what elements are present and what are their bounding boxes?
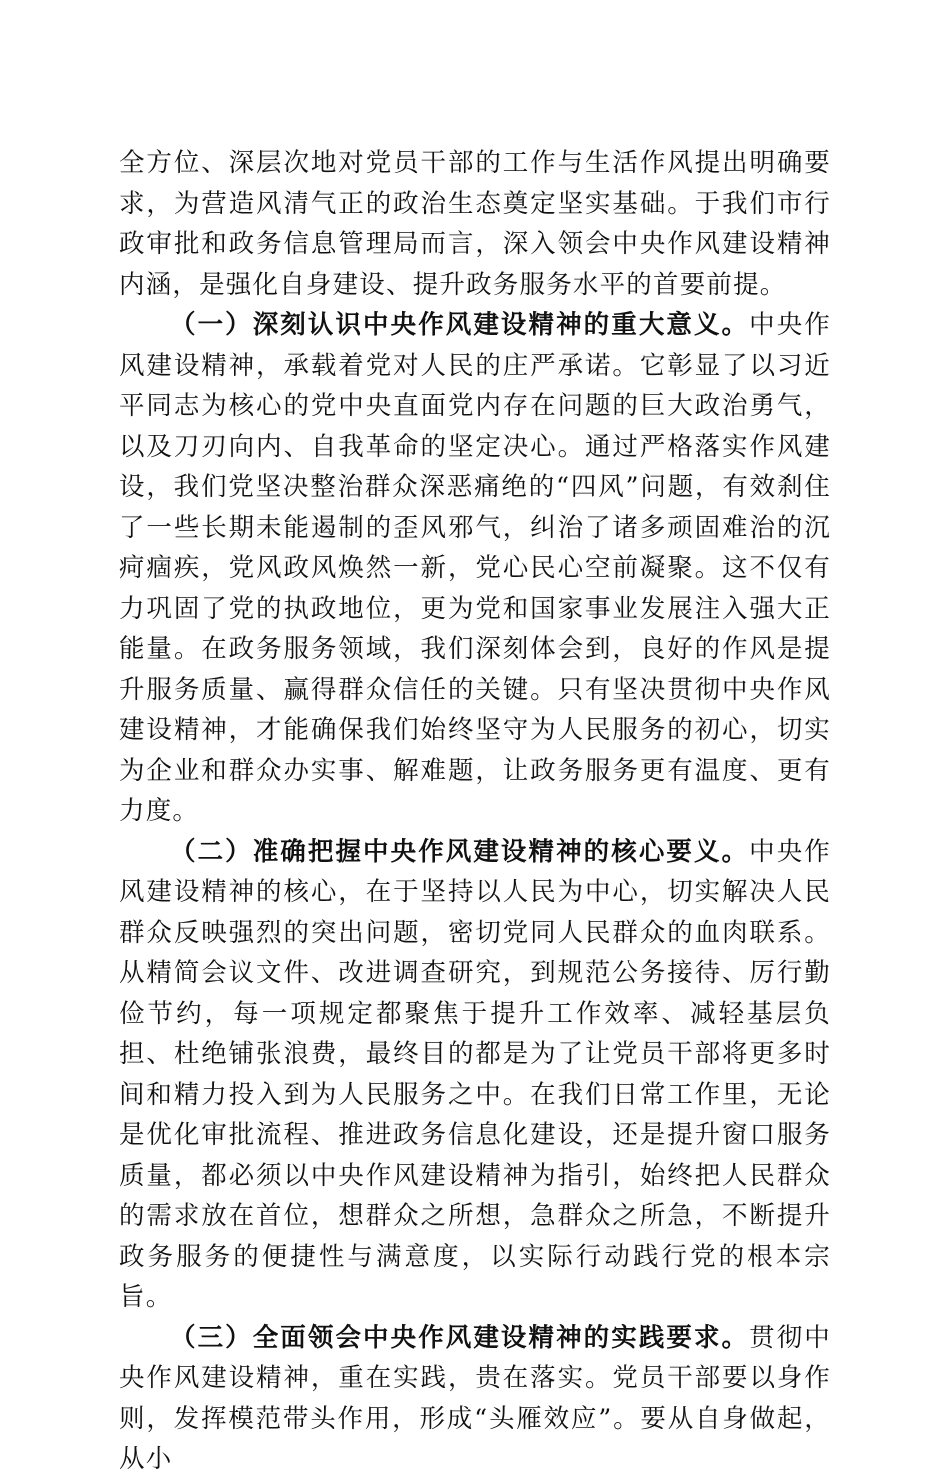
section-1-heading: （一）深刻认识中央作风建设精神的重大意义。 [170,310,750,340]
section-3-body: 贯彻中央作风建设精神，重在实践，贵在落实。党员干部要以身作则，发挥模范带头作用，形成“头雁效应”。要从自身做起，从小 [119,1322,831,1474]
section-2-heading: （二）准确把握中央作风建设精神的核心要义。 [170,836,750,867]
section-1-body: 中央作风建设精神，承载着党对人民的庄严承诺。它彰显了以习近平同志为核心的党中央直面党内存在问题的巨大政治勇气，以及刀刃向内、自我革命的坚定决心。通过严格落实作风建设，我们党坚决整治群众深恶痛绝的“四风”问题，有效刹住了一些长期未能遏制的歪风邪气，纠治了诸多顽固难治的沉疴痼疾，党风政风焕然一新，党心民心空前凝聚。这不仅有力巩固了党的执政地位，更为党和国家事业发展注入强大正能量。在政务服务领域，我们深刻体会到，良好的作风是提升服务质量、赢得群众信任的关键。只有坚决贯彻中央作风建设精神，才能确保我们始终坚守为人民服务的初心，切实为企业和群众办实事、解难题，让政务服务更有温度、更有力度。 [119,310,831,826]
paragraph-intro-text: 全方位、深层次地对党员干部的工作与生活作风提出明确要求，为营造风清气正的政治生态奠定坚实基础。于我们市行政审批和政务信息管理局而言，深入领会中央作风建设精神内涵，是强化自身建设、提升政务服务水平的首要前提。 [119,148,831,300]
paragraph-intro [119,143,831,305]
document-page [119,143,831,1480]
section-2-body: 中央作风建设精神的核心，在于坚持以人民为中心，切实解决人民群众反映强烈的突出问题，密切党同人民群众的血肉联系。从精简会议文件、改进调查研究，到规范公务接待、厉行勤俭节约，每一项规定都聚焦于提升工作效率、减轻基层负担、杜绝铺张浪费，最终目的都是为了让党员干部将更多时间和精力投入到为人民服务之中。在我们日常工作里，无论是优化审批流程、推进政务信息化建设，还是提升窗口服务质量，都必须以中央作风建设精神为指引，始终把人民群众的需求放在首位，想群众之所想，急群众之所急，不断提升政务服务的便捷性与满意度，以实际行动践行党的根本宗旨。 [119,836,831,1312]
paragraph-section-2 [119,832,831,1318]
paragraph-section-3 [119,1318,831,1480]
paragraph-section-1 [119,305,831,832]
section-3-heading: （三）全面领会中央作风建设精神的实践要求。 [170,1322,750,1353]
